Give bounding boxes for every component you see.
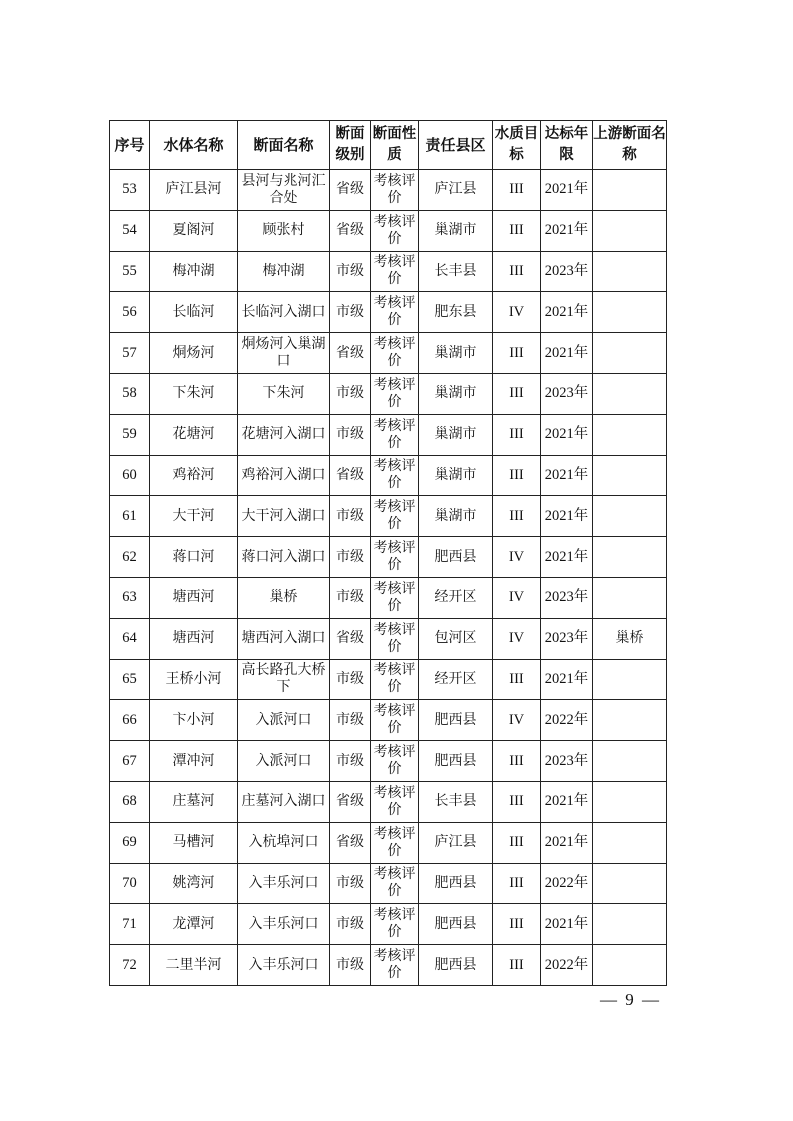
- cell-section-type: 考核评价: [371, 251, 419, 292]
- cell-section-name: 鸡裕河入湖口: [238, 455, 330, 496]
- table-row: [110, 945, 667, 986]
- cell-county: 经开区: [419, 659, 493, 700]
- cell-county: 巢湖市: [419, 333, 493, 374]
- table-row: [110, 659, 667, 700]
- cell-seq: 67: [110, 741, 150, 782]
- cell-seq: 71: [110, 904, 150, 945]
- cell-seq: 69: [110, 822, 150, 863]
- cell-upstream: [593, 904, 667, 945]
- cell-quality-target: III: [493, 741, 541, 782]
- cell-seq: 55: [110, 251, 150, 292]
- cell-upstream: [593, 251, 667, 292]
- water-quality-table: [109, 120, 667, 986]
- cell-deadline: 2021年: [541, 333, 593, 374]
- cell-county: 巢湖市: [419, 373, 493, 414]
- cell-section-level: 省级: [330, 618, 371, 659]
- cell-deadline: 2023年: [541, 373, 593, 414]
- cell-section-level: 市级: [330, 292, 371, 333]
- table-row: [110, 781, 667, 822]
- header-upstream: 上游断面名称: [593, 121, 667, 170]
- cell-seq: 68: [110, 781, 150, 822]
- cell-water-body: 花塘河: [150, 414, 238, 455]
- cell-water-body: 蒋口河: [150, 537, 238, 578]
- cell-upstream: [593, 659, 667, 700]
- cell-county: 包河区: [419, 618, 493, 659]
- cell-section-type: 考核评价: [371, 292, 419, 333]
- cell-section-type: 考核评价: [371, 414, 419, 455]
- cell-section-level: 市级: [330, 496, 371, 537]
- cell-deadline: 2023年: [541, 618, 593, 659]
- table-row: [110, 741, 667, 782]
- table-row: [110, 455, 667, 496]
- cell-section-name: 下朱河: [238, 373, 330, 414]
- cell-county: 肥西县: [419, 741, 493, 782]
- page-number: — 9 —: [600, 990, 661, 1009]
- cell-section-type: 考核评价: [371, 700, 419, 741]
- cell-deadline: 2023年: [541, 741, 593, 782]
- cell-seq: 60: [110, 455, 150, 496]
- cell-county: 肥西县: [419, 537, 493, 578]
- table-row: [110, 700, 667, 741]
- cell-section-name: 高长路孔大桥下: [238, 659, 330, 700]
- cell-quality-target: III: [493, 781, 541, 822]
- cell-seq: 58: [110, 373, 150, 414]
- cell-section-level: 市级: [330, 945, 371, 986]
- cell-section-name: 县河与兆河汇合处: [238, 170, 330, 211]
- header-section-level: 断面级别: [330, 121, 371, 170]
- cell-county: 肥西县: [419, 904, 493, 945]
- cell-water-body: 塘西河: [150, 618, 238, 659]
- cell-water-body: 二里半河: [150, 945, 238, 986]
- cell-section-level: 市级: [330, 577, 371, 618]
- cell-upstream: [593, 577, 667, 618]
- cell-seq: 54: [110, 210, 150, 251]
- cell-county: 庐江县: [419, 170, 493, 211]
- cell-county: 肥东县: [419, 292, 493, 333]
- cell-seq: 66: [110, 700, 150, 741]
- cell-deadline: 2023年: [541, 251, 593, 292]
- header-section-name: 断面名称: [238, 121, 330, 170]
- cell-quality-target: IV: [493, 577, 541, 618]
- cell-water-body: 夏阁河: [150, 210, 238, 251]
- table-row: [110, 373, 667, 414]
- table-row: [110, 537, 667, 578]
- cell-section-type: 考核评价: [371, 904, 419, 945]
- cell-section-level: 市级: [330, 904, 371, 945]
- cell-quality-target: III: [493, 210, 541, 251]
- cell-water-body: 庐江县河: [150, 170, 238, 211]
- cell-county: 巢湖市: [419, 414, 493, 455]
- cell-section-name: 巢桥: [238, 577, 330, 618]
- table-row: [110, 333, 667, 374]
- cell-deadline: 2021年: [541, 170, 593, 211]
- cell-deadline: 2022年: [541, 700, 593, 741]
- table-row: [110, 170, 667, 211]
- cell-section-type: 考核评价: [371, 863, 419, 904]
- cell-quality-target: III: [493, 496, 541, 537]
- table-row: [110, 618, 667, 659]
- cell-section-name: 大干河入湖口: [238, 496, 330, 537]
- cell-upstream: [593, 373, 667, 414]
- cell-upstream: [593, 333, 667, 374]
- header-quality-target: 水质目标: [493, 121, 541, 170]
- cell-upstream: 巢桥: [593, 618, 667, 659]
- cell-section-name: 花塘河入湖口: [238, 414, 330, 455]
- cell-section-level: 市级: [330, 373, 371, 414]
- cell-county: 长丰县: [419, 251, 493, 292]
- cell-water-body: 庄墓河: [150, 781, 238, 822]
- cell-quality-target: III: [493, 170, 541, 211]
- cell-section-type: 考核评价: [371, 741, 419, 782]
- cell-water-body: 大干河: [150, 496, 238, 537]
- cell-deadline: 2021年: [541, 822, 593, 863]
- cell-section-type: 考核评价: [371, 373, 419, 414]
- cell-seq: 64: [110, 618, 150, 659]
- cell-section-name: 长临河入湖口: [238, 292, 330, 333]
- cell-section-name: 入派河口: [238, 741, 330, 782]
- table-row: [110, 251, 667, 292]
- cell-section-level: 省级: [330, 333, 371, 374]
- cell-county: 巢湖市: [419, 496, 493, 537]
- cell-water-body: 梅冲湖: [150, 251, 238, 292]
- cell-section-level: 市级: [330, 863, 371, 904]
- cell-water-body: 下朱河: [150, 373, 238, 414]
- cell-quality-target: IV: [493, 618, 541, 659]
- cell-quality-target: III: [493, 822, 541, 863]
- cell-section-name: 庄墓河入湖口: [238, 781, 330, 822]
- cell-section-type: 考核评价: [371, 170, 419, 211]
- cell-upstream: [593, 822, 667, 863]
- cell-upstream: [593, 863, 667, 904]
- table-row: [110, 496, 667, 537]
- table-row: [110, 863, 667, 904]
- cell-seq: 56: [110, 292, 150, 333]
- cell-deadline: 2021年: [541, 904, 593, 945]
- cell-upstream: [593, 700, 667, 741]
- cell-section-level: 市级: [330, 414, 371, 455]
- cell-section-name: 顾张村: [238, 210, 330, 251]
- cell-county: 巢湖市: [419, 210, 493, 251]
- cell-upstream: [593, 741, 667, 782]
- cell-upstream: [593, 170, 667, 211]
- cell-upstream: [593, 292, 667, 333]
- cell-water-body: 塘西河: [150, 577, 238, 618]
- cell-quality-target: III: [493, 455, 541, 496]
- cell-upstream: [593, 455, 667, 496]
- header-county: 责任县区: [419, 121, 493, 170]
- header-seq: 序号: [110, 121, 150, 170]
- cell-section-name: 蒋口河入湖口: [238, 537, 330, 578]
- cell-section-name: 入派河口: [238, 700, 330, 741]
- cell-section-level: 省级: [330, 455, 371, 496]
- cell-county: 巢湖市: [419, 455, 493, 496]
- cell-section-type: 考核评价: [371, 333, 419, 374]
- cell-section-type: 考核评价: [371, 455, 419, 496]
- cell-water-body: 卞小河: [150, 700, 238, 741]
- cell-section-name: 入丰乐河口: [238, 904, 330, 945]
- cell-deadline: 2022年: [541, 945, 593, 986]
- cell-section-type: 考核评价: [371, 496, 419, 537]
- cell-section-name: 梅冲湖: [238, 251, 330, 292]
- cell-section-type: 考核评价: [371, 577, 419, 618]
- cell-section-type: 考核评价: [371, 945, 419, 986]
- cell-upstream: [593, 781, 667, 822]
- cell-quality-target: III: [493, 659, 541, 700]
- cell-section-type: 考核评价: [371, 659, 419, 700]
- cell-deadline: 2021年: [541, 455, 593, 496]
- cell-water-body: 姚湾河: [150, 863, 238, 904]
- cell-upstream: [593, 496, 667, 537]
- header-deadline: 达标年限: [541, 121, 593, 170]
- table-row: [110, 210, 667, 251]
- cell-upstream: [593, 537, 667, 578]
- cell-section-type: 考核评价: [371, 822, 419, 863]
- cell-deadline: 2021年: [541, 496, 593, 537]
- cell-upstream: [593, 414, 667, 455]
- table-header-row: [110, 121, 667, 170]
- cell-upstream: [593, 210, 667, 251]
- cell-deadline: 2023年: [541, 577, 593, 618]
- cell-section-name: 入丰乐河口: [238, 863, 330, 904]
- cell-county: 经开区: [419, 577, 493, 618]
- cell-quality-target: III: [493, 945, 541, 986]
- table-body: [110, 170, 667, 986]
- cell-section-type: 考核评价: [371, 781, 419, 822]
- cell-section-level: 市级: [330, 700, 371, 741]
- cell-quality-target: III: [493, 333, 541, 374]
- cell-quality-target: III: [493, 414, 541, 455]
- cell-water-body: 鸡裕河: [150, 455, 238, 496]
- cell-section-name: 入丰乐河口: [238, 945, 330, 986]
- cell-water-body: 烔炀河: [150, 333, 238, 374]
- cell-section-level: 省级: [330, 781, 371, 822]
- cell-water-body: 马槽河: [150, 822, 238, 863]
- cell-section-type: 考核评价: [371, 618, 419, 659]
- cell-deadline: 2021年: [541, 537, 593, 578]
- table-row: [110, 414, 667, 455]
- cell-quality-target: III: [493, 904, 541, 945]
- cell-section-type: 考核评价: [371, 537, 419, 578]
- cell-section-name: 入杭埠河口: [238, 822, 330, 863]
- cell-quality-target: IV: [493, 292, 541, 333]
- cell-seq: 57: [110, 333, 150, 374]
- cell-seq: 63: [110, 577, 150, 618]
- cell-county: 肥西县: [419, 863, 493, 904]
- cell-deadline: 2021年: [541, 781, 593, 822]
- cell-water-body: 长临河: [150, 292, 238, 333]
- cell-county: 庐江县: [419, 822, 493, 863]
- cell-seq: 62: [110, 537, 150, 578]
- cell-section-level: 市级: [330, 741, 371, 782]
- cell-water-body: 潭冲河: [150, 741, 238, 782]
- cell-deadline: 2022年: [541, 863, 593, 904]
- cell-section-level: 市级: [330, 537, 371, 578]
- cell-upstream: [593, 945, 667, 986]
- cell-seq: 65: [110, 659, 150, 700]
- cell-section-level: 省级: [330, 170, 371, 211]
- table-row: [110, 577, 667, 618]
- cell-county: 长丰县: [419, 781, 493, 822]
- cell-section-name: 烔炀河入巢湖口: [238, 333, 330, 374]
- cell-seq: 72: [110, 945, 150, 986]
- cell-quality-target: IV: [493, 537, 541, 578]
- cell-deadline: 2021年: [541, 414, 593, 455]
- cell-section-level: 市级: [330, 251, 371, 292]
- cell-county: 肥西县: [419, 700, 493, 741]
- cell-section-level: 省级: [330, 210, 371, 251]
- table-row: [110, 822, 667, 863]
- cell-section-type: 考核评价: [371, 210, 419, 251]
- header-section-type: 断面性质: [371, 121, 419, 170]
- cell-county: 肥西县: [419, 945, 493, 986]
- cell-section-level: 市级: [330, 659, 371, 700]
- cell-quality-target: III: [493, 863, 541, 904]
- cell-seq: 70: [110, 863, 150, 904]
- cell-deadline: 2021年: [541, 659, 593, 700]
- table-row: [110, 292, 667, 333]
- cell-seq: 53: [110, 170, 150, 211]
- cell-section-level: 省级: [330, 822, 371, 863]
- cell-quality-target: III: [493, 373, 541, 414]
- table-row: [110, 904, 667, 945]
- cell-quality-target: IV: [493, 700, 541, 741]
- cell-quality-target: III: [493, 251, 541, 292]
- header-water-body: 水体名称: [150, 121, 238, 170]
- cell-water-body: 龙潭河: [150, 904, 238, 945]
- cell-seq: 59: [110, 414, 150, 455]
- cell-seq: 61: [110, 496, 150, 537]
- cell-water-body: 王桥小河: [150, 659, 238, 700]
- cell-section-name: 塘西河入湖口: [238, 618, 330, 659]
- cell-deadline: 2021年: [541, 292, 593, 333]
- cell-deadline: 2021年: [541, 210, 593, 251]
